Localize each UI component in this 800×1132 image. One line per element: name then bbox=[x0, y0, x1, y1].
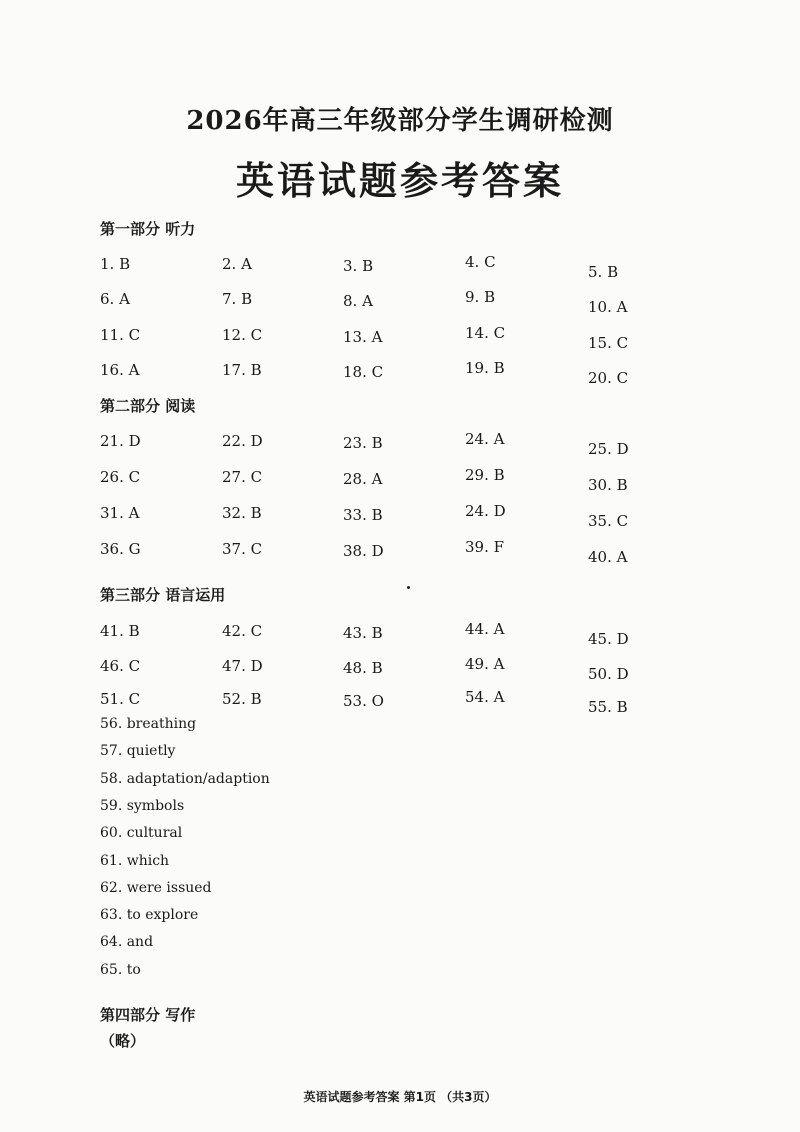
answer-reading-2-2: 33. B bbox=[343, 506, 383, 524]
fill-in-answer-62: 62. were issued bbox=[100, 880, 212, 896]
answer-listening-3-1: 17. B bbox=[222, 361, 262, 379]
fill-in-answer-60: 60. cultural bbox=[100, 825, 183, 841]
page-footer: 英语试题参考答案 第1页 （共3页） bbox=[303, 1090, 497, 1104]
section-heading-language-use: 第三部分 语言运用 bbox=[100, 586, 226, 604]
fill-in-answer-59: 59. symbols bbox=[100, 798, 185, 814]
answer-language_use-2-4: 55. B bbox=[588, 698, 628, 716]
answer-reading-3-1: 37. C bbox=[222, 540, 263, 558]
answer-listening-1-3: 9. B bbox=[465, 288, 496, 306]
answer-reading-0-2: 23. B bbox=[343, 434, 383, 452]
answer-language_use-0-0: 41. B bbox=[100, 622, 140, 640]
answer-language_use-0-1: 42. C bbox=[222, 622, 263, 640]
answer-reading-0-3: 24. A bbox=[465, 430, 505, 448]
answer-reading-1-3: 29. B bbox=[465, 466, 505, 484]
answer-reading-0-1: 22. D bbox=[222, 432, 263, 450]
answer-listening-3-4: 20. C bbox=[588, 369, 629, 387]
section-heading-writing: 第四部分 写作 bbox=[100, 1006, 196, 1024]
fill-in-answer-65: 65. to bbox=[100, 962, 141, 978]
fill-in-answer-57: 57. quietly bbox=[100, 743, 176, 759]
answer-reading-0-4: 25. D bbox=[588, 440, 629, 458]
answer-language_use-2-3: 54. A bbox=[465, 688, 505, 706]
answer-listening-0-2: 3. B bbox=[343, 257, 374, 275]
answer-reading-3-4: 40. A bbox=[588, 548, 628, 566]
fill-in-answer-63: 63. to explore bbox=[100, 907, 199, 923]
answer-listening-3-2: 18. C bbox=[343, 363, 384, 381]
answer-listening-0-4: 5. B bbox=[588, 263, 619, 281]
answer-language_use-0-2: 43. B bbox=[343, 624, 383, 642]
answer-reading-2-1: 32. B bbox=[222, 504, 262, 522]
answer-reading-1-1: 27. C bbox=[222, 468, 263, 486]
exam-title: 2026年高三年级部分学生调研检测 bbox=[186, 106, 614, 136]
answer-language_use-1-0: 46. C bbox=[100, 657, 141, 675]
answer-listening-1-1: 7. B bbox=[222, 290, 253, 308]
answer-reading-1-0: 26. C bbox=[100, 468, 141, 486]
stray-mark bbox=[407, 586, 410, 589]
answer-reading-2-0: 31. A bbox=[100, 504, 140, 522]
answer-language_use-0-3: 44. A bbox=[465, 620, 505, 638]
answer-listening-3-3: 19. B bbox=[465, 359, 505, 377]
answer-reading-3-0: 36. G bbox=[100, 540, 141, 558]
answer-language_use-2-0: 51. C bbox=[100, 690, 141, 708]
section-heading-listening: 第一部分 听力 bbox=[100, 220, 196, 238]
answer-language_use-1-2: 48. B bbox=[343, 659, 383, 677]
fill-in-answer-56: 56. breathing bbox=[100, 716, 197, 732]
answer-listening-2-0: 11. C bbox=[100, 326, 141, 344]
fill-in-answer-61: 61. which bbox=[100, 853, 170, 869]
fill-in-answer-64: 64. and bbox=[100, 934, 154, 950]
answer-reading-1-4: 30. B bbox=[588, 476, 628, 494]
answer-language_use-1-1: 47. D bbox=[222, 657, 263, 675]
writing-answer: （略） bbox=[100, 1032, 146, 1050]
answer-language_use-1-3: 49. A bbox=[465, 655, 505, 673]
answer-listening-2-4: 15. C bbox=[588, 334, 629, 352]
answer-listening-2-2: 13. A bbox=[343, 328, 383, 346]
answer-key-title: 英语试题参考答案 bbox=[235, 158, 564, 203]
answer-listening-2-3: 14. C bbox=[465, 324, 506, 342]
answer-reading-2-3: 24. D bbox=[465, 502, 506, 520]
answer-language_use-0-4: 45. D bbox=[588, 630, 629, 648]
answer-listening-3-0: 16. A bbox=[100, 361, 140, 379]
answer-listening-1-0: 6. A bbox=[100, 290, 130, 308]
answer-listening-1-4: 10. A bbox=[588, 298, 628, 316]
answer-language_use-2-1: 52. B bbox=[222, 690, 262, 708]
section-heading-reading: 第二部分 阅读 bbox=[100, 397, 196, 415]
answer-listening-0-1: 2. A bbox=[222, 255, 252, 273]
answer-reading-3-3: 39. F bbox=[465, 538, 505, 556]
answer-listening-0-0: 1. B bbox=[100, 255, 131, 273]
fill-in-answer-58: 58. adaptation/adaption bbox=[100, 771, 270, 787]
answer-reading-2-4: 35. C bbox=[588, 512, 629, 530]
answer-language_use-2-2: 53. O bbox=[343, 692, 384, 710]
answer-reading-0-0: 21. D bbox=[100, 432, 141, 450]
answer-reading-1-2: 28. A bbox=[343, 470, 383, 488]
answer-listening-1-2: 8. A bbox=[343, 292, 373, 310]
answer-language_use-1-4: 50. D bbox=[588, 665, 629, 683]
answer-listening-2-1: 12. C bbox=[222, 326, 263, 344]
answer-reading-3-2: 38. D bbox=[343, 542, 384, 560]
answer-listening-0-3: 4. C bbox=[465, 253, 496, 271]
